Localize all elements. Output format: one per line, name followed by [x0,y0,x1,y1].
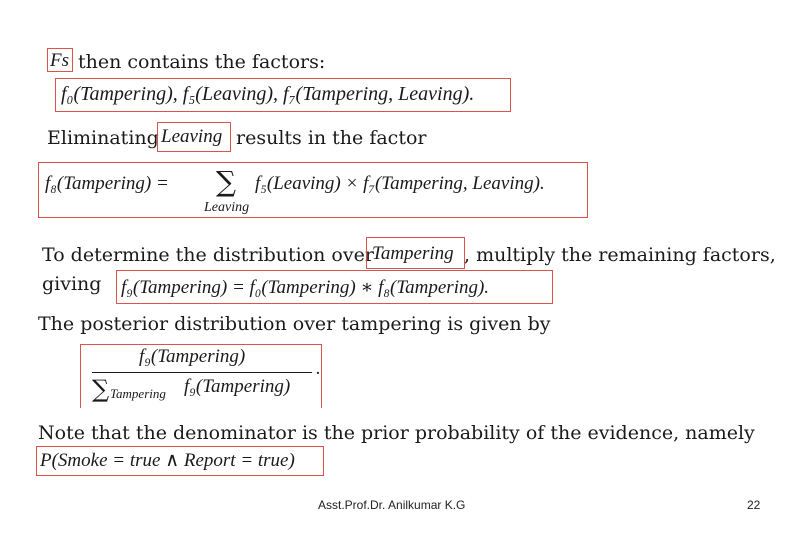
posterior-text: The posterior distribution over tampering is given by [38,313,551,335]
results-text: results in the factor [236,127,427,149]
summation-icon: ∑ [216,165,236,198]
summation-index: Leaving [204,200,250,215]
page-number: 22 [747,498,761,512]
fraction-period: . [316,358,321,379]
f8-lhs: f₈(Tampering) = [45,173,169,194]
fraction-bar [92,372,312,373]
determine-text: To determine the distribution over [42,244,374,266]
f9-equation: f₉(Tampering) = f₀(Tampering) ∗ f₈(Tampering). [121,277,490,298]
denominator-summation-icon: ∑ [92,375,110,403]
eliminating-text: Eliminating [47,127,159,149]
note-text: Note that the denominator is the prior probability of the evidence, namely [38,422,755,444]
factor-list: f₀(Tampering), f₅(Leaving), f₇(Tampering, Leaving). [61,83,475,105]
footer-author: Asst.Prof.Dr. Anilkumar K.G [318,498,466,512]
giving-text: giving [42,273,102,295]
fraction-denominator: f₉(Tampering) [184,376,291,397]
evidence-expression: P(Smoke = true ∧ Report = true) [40,450,295,471]
denominator-index: Tampering [110,386,166,401]
eliminated-variable: Leaving [161,126,223,147]
multiply-text: , multiply the remaining factors, [464,244,776,266]
target-variable: Tampering [372,243,454,264]
fs-token: Fs [50,50,69,71]
fs-intro-text: then contains the factors: [78,51,326,73]
f8-rhs: f₅(Leaving) × f₇(Tampering, Leaving). [255,173,545,194]
fraction-numerator: f₉(Tampering) [139,346,246,367]
